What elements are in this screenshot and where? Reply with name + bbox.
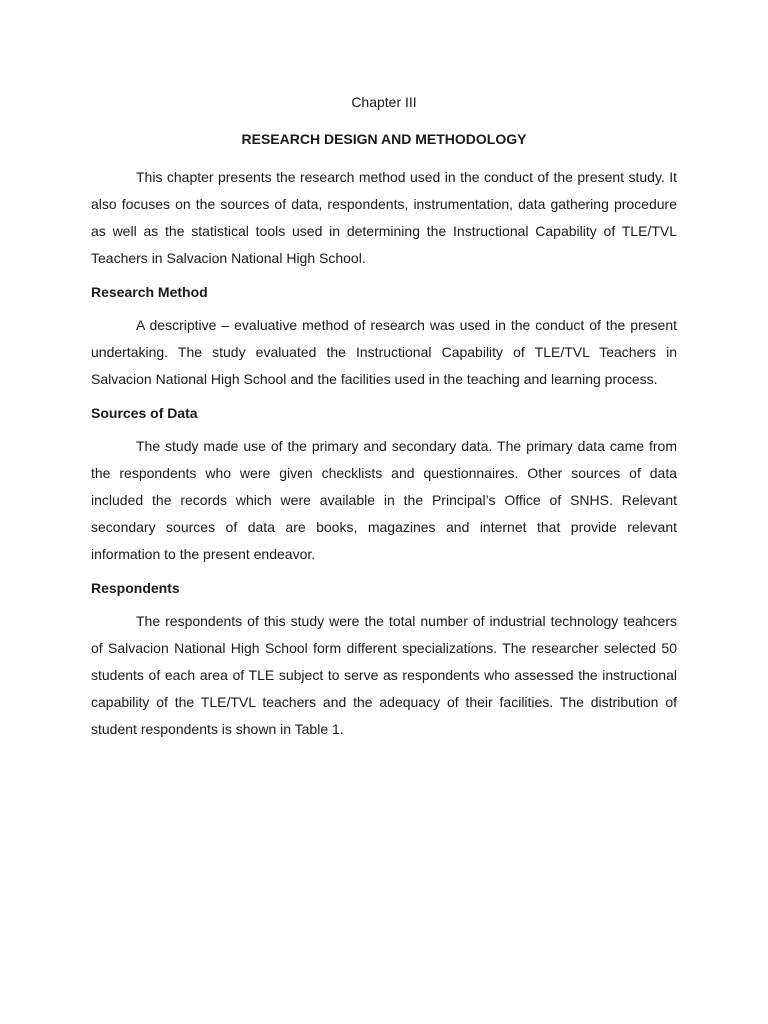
section-heading-research-method: Research Method bbox=[91, 284, 208, 300]
chapter-title: RESEARCH DESIGN AND METHODOLOGY bbox=[241, 131, 527, 147]
chapter-label: Chapter III bbox=[351, 94, 417, 110]
section-heading-sources-of-data: Sources of Data bbox=[91, 405, 198, 421]
intro-paragraph: This chapter presents the research method used in the conduct of the present study. It also focuses on the sources of data, respondents, instrumentation, data gathering procedure as well as the statistical tools used in determining the Instructional Capability of TLE/TVL Teachers in Salvacion National High School. bbox=[91, 169, 677, 266]
section-heading-respondents: Respondents bbox=[91, 580, 180, 596]
sources-of-data-paragraph: The study made use of the primary and secondary data. The primary data came from the respondents who were given checklists and questionnaires. Other sources of data included the records which were available in the Principal’s Office of SNHS. Relevant secondary sources of data are books, magazines and internet that provide relevant information to the present endeavor. bbox=[91, 438, 677, 562]
respondents-paragraph: The respondents of this study were the total number of industrial technology teahcers of Salvacion National High School form different specializations. The researcher selected 50 students of each area of TLE subject to serve as respondents who assessed the instructional capability of the TLE/TVL teachers and the adequacy of their facilities. The distribution of student respondents is shown in Table 1. bbox=[91, 613, 677, 737]
research-method-paragraph: A descriptive – evaluative method of research was used in the conduct of the present undertaking. The study evaluated the Instructional Capability of TLE/TVL Teachers in Salvacion National High School and the facilities used in the teaching and learning process. bbox=[91, 317, 677, 387]
